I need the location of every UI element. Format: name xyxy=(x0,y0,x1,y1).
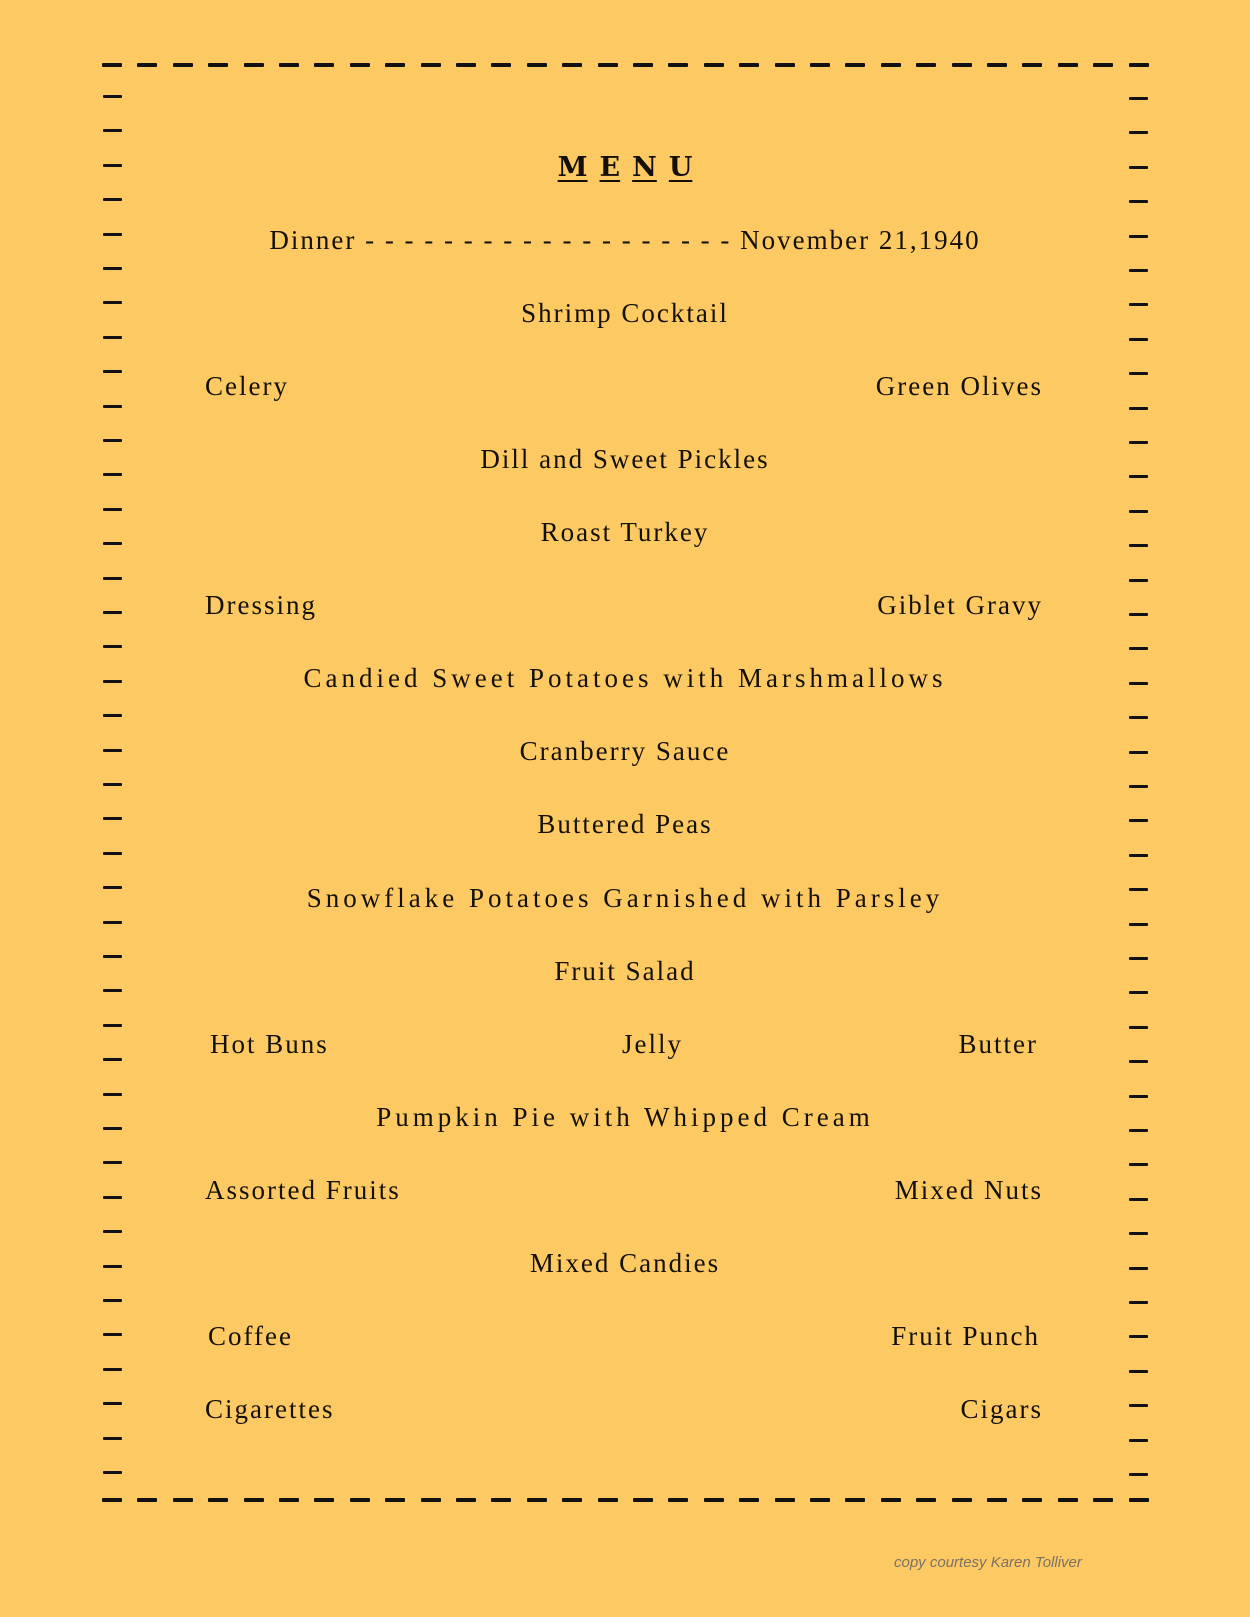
border-dash xyxy=(1129,338,1148,341)
border-dash xyxy=(562,1498,582,1502)
border-dash xyxy=(668,1498,688,1502)
dotted-leader: - - - - - - - - - - - - - - - - - - - xyxy=(365,225,732,255)
border-dash xyxy=(1129,923,1148,926)
menu-row xyxy=(0,663,1250,703)
menu-item-sweet-potatoes: Candied Sweet Potatoes with Marshmallows xyxy=(303,663,947,693)
border-dash xyxy=(1058,1498,1078,1502)
border-dash xyxy=(103,1437,122,1440)
menu-item-dressing: Dressing xyxy=(205,590,317,620)
border-dash xyxy=(385,1498,405,1502)
border-dash xyxy=(491,1498,511,1502)
border-dash xyxy=(103,1299,122,1302)
menu-row xyxy=(0,1175,1250,1215)
menu-row xyxy=(0,298,1250,338)
border-dash xyxy=(1129,510,1148,513)
border-dash xyxy=(103,508,122,511)
menu-row xyxy=(0,1394,1250,1434)
meal-date-line xyxy=(0,225,1250,265)
border-dash xyxy=(137,1498,157,1502)
menu-item-turkey: Roast Turkey xyxy=(540,517,710,547)
border-dash xyxy=(527,1498,547,1502)
border-dash xyxy=(244,63,264,67)
menu-row xyxy=(0,1029,1250,1069)
menu-item-candies: Mixed Candies xyxy=(529,1248,721,1278)
menu-item-nuts: Mixed Nuts xyxy=(894,1175,1043,1205)
border-dash xyxy=(421,63,441,67)
border-dash xyxy=(350,63,370,67)
menu-row xyxy=(0,736,1250,776)
menu-row xyxy=(0,517,1250,557)
border-dash xyxy=(1129,1473,1148,1476)
meal-name: Dinner xyxy=(269,225,357,255)
border-dash xyxy=(739,1498,759,1502)
border-dash xyxy=(350,1498,370,1502)
border-dash xyxy=(103,129,122,132)
menu-item-jelly: Jelly xyxy=(622,1029,683,1059)
title-letter: U xyxy=(668,152,693,183)
border-dash xyxy=(103,714,122,717)
border-dash xyxy=(1129,854,1148,857)
border-dash xyxy=(103,852,122,855)
border-dash xyxy=(279,1498,299,1502)
border-dash xyxy=(103,1093,122,1096)
title-letter: E xyxy=(599,152,621,183)
border-dash xyxy=(102,63,122,67)
menu-row xyxy=(0,590,1250,630)
menu-item-snowflake: Snowflake Potatoes Garnished with Parsley xyxy=(306,883,944,913)
menu-item-olives: Green Olives xyxy=(875,371,1043,401)
meal-line xyxy=(0,225,1250,256)
menu-row xyxy=(0,1248,1250,1288)
border-dash xyxy=(102,1498,122,1502)
border-dash xyxy=(314,1498,334,1502)
border-dash xyxy=(1022,63,1042,67)
border-dash xyxy=(421,1498,441,1502)
border-dash xyxy=(385,63,405,67)
border-dash xyxy=(952,1498,972,1502)
border-dash xyxy=(103,198,122,201)
border-dash xyxy=(987,63,1007,67)
menu-item-punch: Fruit Punch xyxy=(891,1321,1040,1351)
border-dash xyxy=(103,783,122,786)
menu-row xyxy=(0,809,1250,849)
menu-item-pickles: Dill and Sweet Pickles xyxy=(480,444,770,474)
border-dash xyxy=(881,1498,901,1502)
border-dash xyxy=(598,63,618,67)
border-dash xyxy=(456,1498,476,1502)
border-dash xyxy=(598,1498,618,1502)
border-dash xyxy=(1129,579,1148,582)
menu-item-gravy: Giblet Gravy xyxy=(877,590,1043,620)
border-dash xyxy=(103,267,122,270)
border-dash xyxy=(845,63,865,67)
border-dash xyxy=(775,63,795,67)
border-dash xyxy=(1129,269,1148,272)
border-dash xyxy=(103,1368,122,1371)
menu-item-pie: Pumpkin Pie with Whipped Cream xyxy=(376,1102,874,1132)
border-dash xyxy=(456,63,476,67)
border-dash xyxy=(173,1498,193,1502)
border-dash xyxy=(1129,716,1148,719)
border-dash xyxy=(1093,63,1113,67)
menu-date: November 21,1940 xyxy=(740,225,981,255)
border-dash xyxy=(1022,1498,1042,1502)
border-dash xyxy=(1129,200,1148,203)
border-dash xyxy=(279,63,299,67)
border-dash xyxy=(845,1498,865,1502)
menu-item-buns: Hot Buns xyxy=(210,1029,329,1059)
border-dash xyxy=(1129,131,1148,134)
border-dash xyxy=(103,95,122,98)
border-dash xyxy=(103,1471,122,1474)
menu-title xyxy=(0,152,1250,183)
border-dash xyxy=(916,63,936,67)
menu-item-fruit-salad: Fruit Salad xyxy=(554,956,696,986)
border-dash xyxy=(208,63,228,67)
border-dash xyxy=(244,1498,264,1502)
border-dash xyxy=(103,1024,122,1027)
border-dash xyxy=(775,1498,795,1502)
border-dash xyxy=(1129,1301,1148,1304)
border-dash xyxy=(1129,1439,1148,1442)
border-dash xyxy=(739,63,759,67)
border-dash xyxy=(704,1498,724,1502)
border-dash xyxy=(952,63,972,67)
border-dash xyxy=(1058,63,1078,67)
menu-row xyxy=(0,956,1250,996)
border-dash xyxy=(668,63,688,67)
border-dash xyxy=(103,439,122,442)
border-dash xyxy=(704,63,724,67)
border-dash xyxy=(491,63,511,67)
border-dash xyxy=(103,645,122,648)
border-dash xyxy=(810,63,830,67)
border-dash xyxy=(208,1498,228,1502)
menu-item-celery: Celery xyxy=(205,371,289,401)
menu-row xyxy=(0,1102,1250,1142)
border-dash xyxy=(1129,1498,1149,1502)
menu-row xyxy=(0,1321,1250,1361)
border-dash xyxy=(1129,97,1148,100)
title-letter: M xyxy=(557,152,588,183)
copy-credit: copy courtesy Karen Tolliver xyxy=(894,1554,1082,1571)
border-dash xyxy=(633,1498,653,1502)
border-dash xyxy=(103,577,122,580)
border-dash xyxy=(916,1498,936,1502)
menu-item-butter: Butter xyxy=(958,1029,1038,1059)
menu-item-cigars: Cigars xyxy=(960,1394,1043,1424)
border-dash xyxy=(562,63,582,67)
menu-item-cranberry: Cranberry Sauce xyxy=(519,736,731,766)
menu-row xyxy=(0,371,1250,411)
menu-item-fruits: Assorted Fruits xyxy=(205,1175,401,1205)
border-dash xyxy=(881,63,901,67)
border-dash xyxy=(137,63,157,67)
menu-item-cigarettes: Cigarettes xyxy=(205,1394,335,1424)
border-dash xyxy=(633,63,653,67)
border-dash xyxy=(1129,785,1148,788)
menu-row xyxy=(0,883,1250,923)
border-dash xyxy=(1129,1095,1148,1098)
border-dash xyxy=(1129,647,1148,650)
border-dash xyxy=(1129,1370,1148,1373)
border-dash xyxy=(1129,63,1149,67)
title-letter: N xyxy=(632,152,657,183)
border-dash xyxy=(103,1230,122,1233)
border-dash xyxy=(173,63,193,67)
border-dash xyxy=(1129,1232,1148,1235)
border-dash xyxy=(810,1498,830,1502)
border-dash xyxy=(527,63,547,67)
menu-item-shrimp: Shrimp Cocktail xyxy=(521,298,729,328)
border-dash xyxy=(1093,1498,1113,1502)
menu-item-coffee: Coffee xyxy=(208,1321,293,1351)
border-dash xyxy=(1129,1163,1148,1166)
menu-row xyxy=(0,444,1250,484)
border-dash xyxy=(987,1498,1007,1502)
border-dash xyxy=(314,63,334,67)
menu-item-peas: Buttered Peas xyxy=(537,809,713,839)
border-dash xyxy=(103,1161,122,1164)
